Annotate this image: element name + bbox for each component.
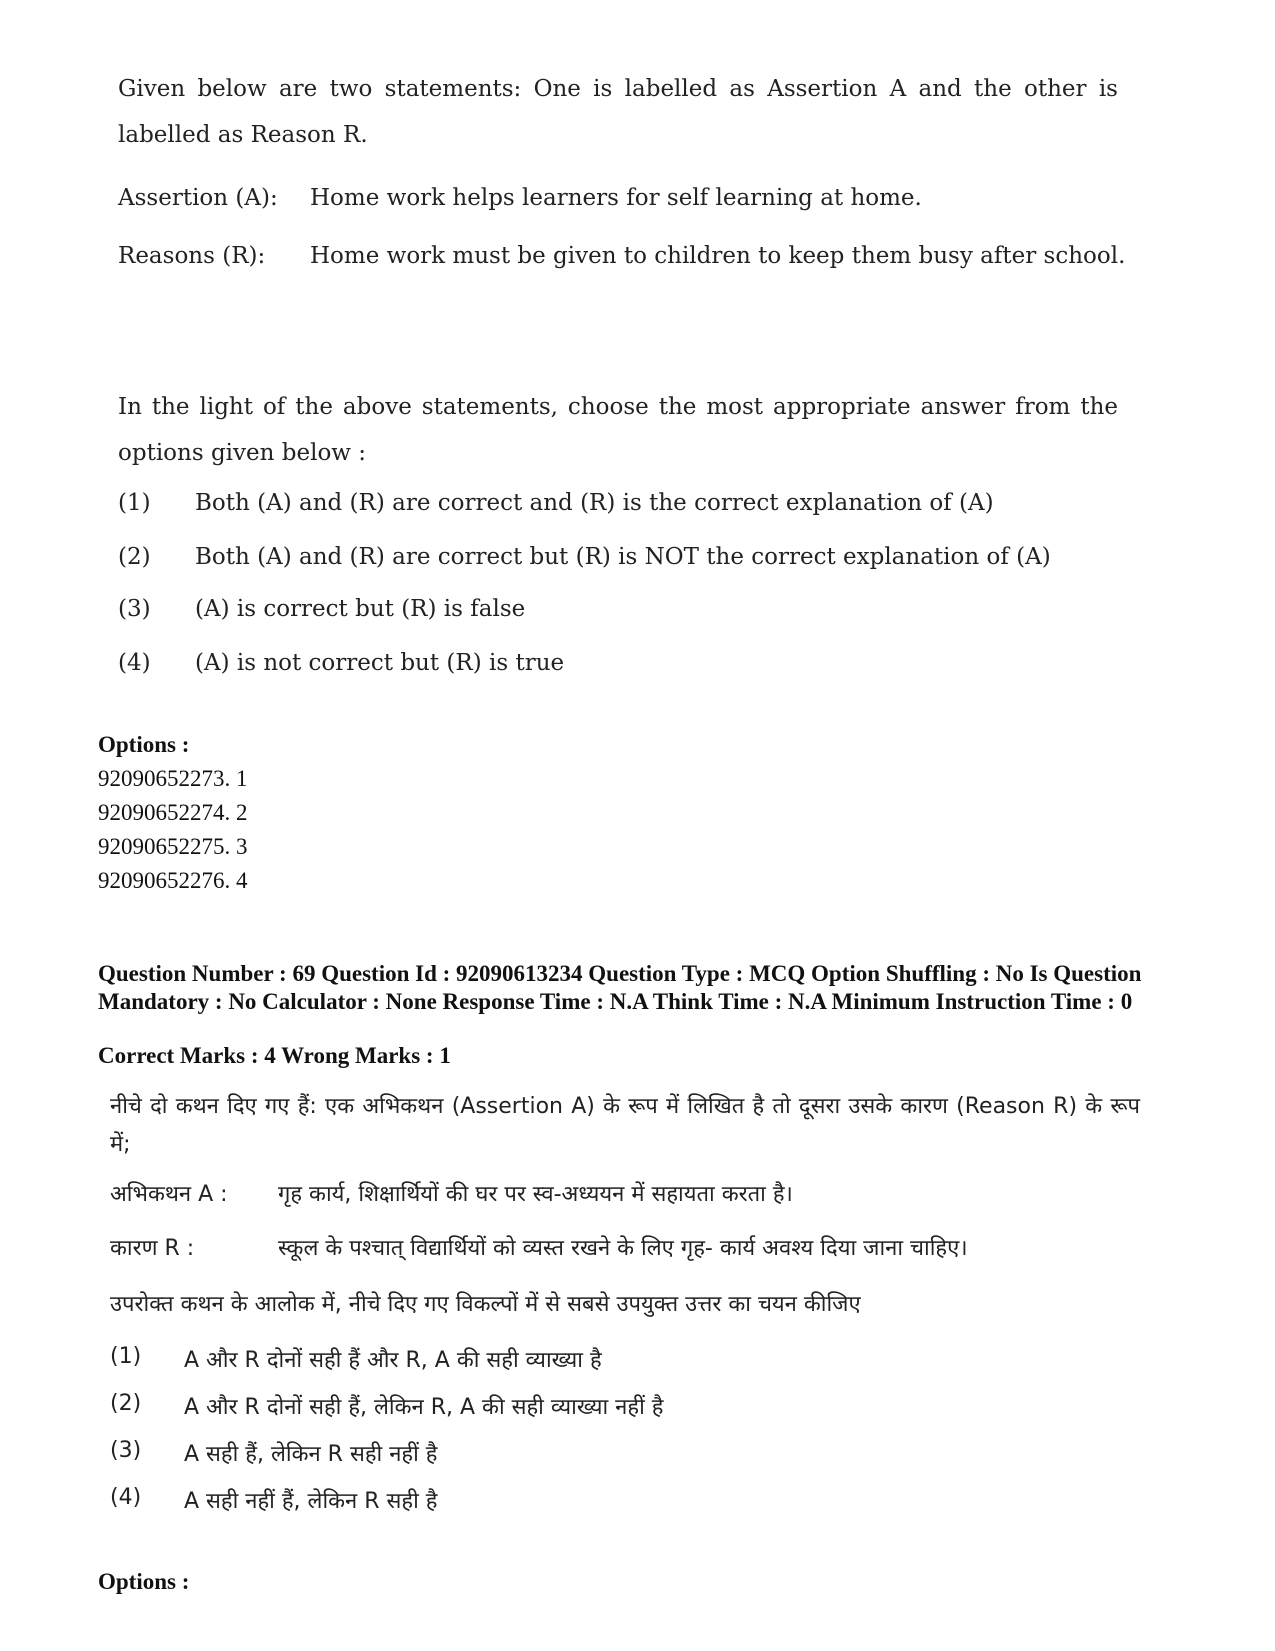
assertion-label: अभिकथन A : [110,1182,228,1207]
option-id-4: 92090652276. 4 [98,868,248,893]
question-prompt: In the light of the above statements, choose the most appropriate answer from the options given below : [118,394,1118,466]
option-id-1: 92090652273. 1 [98,766,248,791]
choice-text: (A) is not correct but (R) is true [195,650,565,676]
reason-label: कारण R : [110,1236,195,1261]
choice-number: (3) [118,596,151,622]
question-intro: नीचे दो कथन दिए गए हैं: एक अभिकथन (Assertion A) के रूप में लिखित है तो दूसरा उसके कारण (Reason R) के रूप में; [110,1094,1140,1157]
choice-number: (4) [110,1485,142,1510]
question-metadata: Question Number : 69 Question Id : 92090613234 Question Type : MCQ Option Shuffling : No Is Question Mandatory : No Calculator : None Response Time : N.A Think Time : N.A Minimum Instruction Time : 0 [98,961,1142,1014]
choice-text: Both (A) and (R) are correct and (R) is the correct explanation of (A) [195,490,994,516]
choice-text: A और R दोनों सही हैं और R, A की सही व्याख्या है [184,1348,602,1373]
assertion-text: Home work helps learners for self learning at home. [310,185,922,211]
choice-text: A सही नहीं हैं, लेकिन R सही है [184,1489,438,1514]
option-id-3: 92090652275. 3 [98,834,248,859]
marks-line: Correct Marks : 4 Wrong Marks : 1 [98,1043,451,1068]
assertion-label: Assertion (A): [118,185,278,211]
options-heading-2: Options : [98,1569,190,1594]
choice-number: (2) [118,544,151,570]
choice-number: (1) [110,1344,142,1369]
choice-number: (4) [118,650,151,676]
reason-label: Reasons (R): [118,243,266,269]
choice-number: (3) [110,1438,142,1463]
reason-text: स्कूल के पश्चात् विद्यार्थियों को व्यस्त रखने के लिए गृह- कार्य अवश्य दिया जाना चाहिए। [278,1236,968,1261]
assertion-text: गृह कार्य, शिक्षार्थियों की घर पर स्व-अध्ययन में सहायता करता है। [278,1182,793,1207]
option-id-2: 92090652274. 2 [98,800,248,825]
options-heading: Options : [98,732,190,757]
choice-number: (1) [118,490,151,516]
choice-text: (A) is correct but (R) is false [195,596,526,622]
question-prompt: उपरोक्त कथन के आलोक में, नीचे दिए गए विकल्पों में से सबसे उपयुक्त उत्तर का चयन कीजिए [110,1292,861,1317]
choice-number: (2) [110,1391,142,1416]
choice-text: A सही हैं, लेकिन R सही नहीं है [184,1442,438,1467]
choice-text: Both (A) and (R) are correct but (R) is NOT the correct explanation of (A) [195,544,1051,570]
choice-text: A और R दोनों सही हैं, लेकिन R, A की सही व्याख्या नहीं है [184,1395,664,1420]
question-intro: Given below are two statements: One is labelled as Assertion A and the other is labelled as Reason R. [118,76,1118,148]
reason-text: Home work must be given to children to keep them busy after school. [310,243,1126,269]
